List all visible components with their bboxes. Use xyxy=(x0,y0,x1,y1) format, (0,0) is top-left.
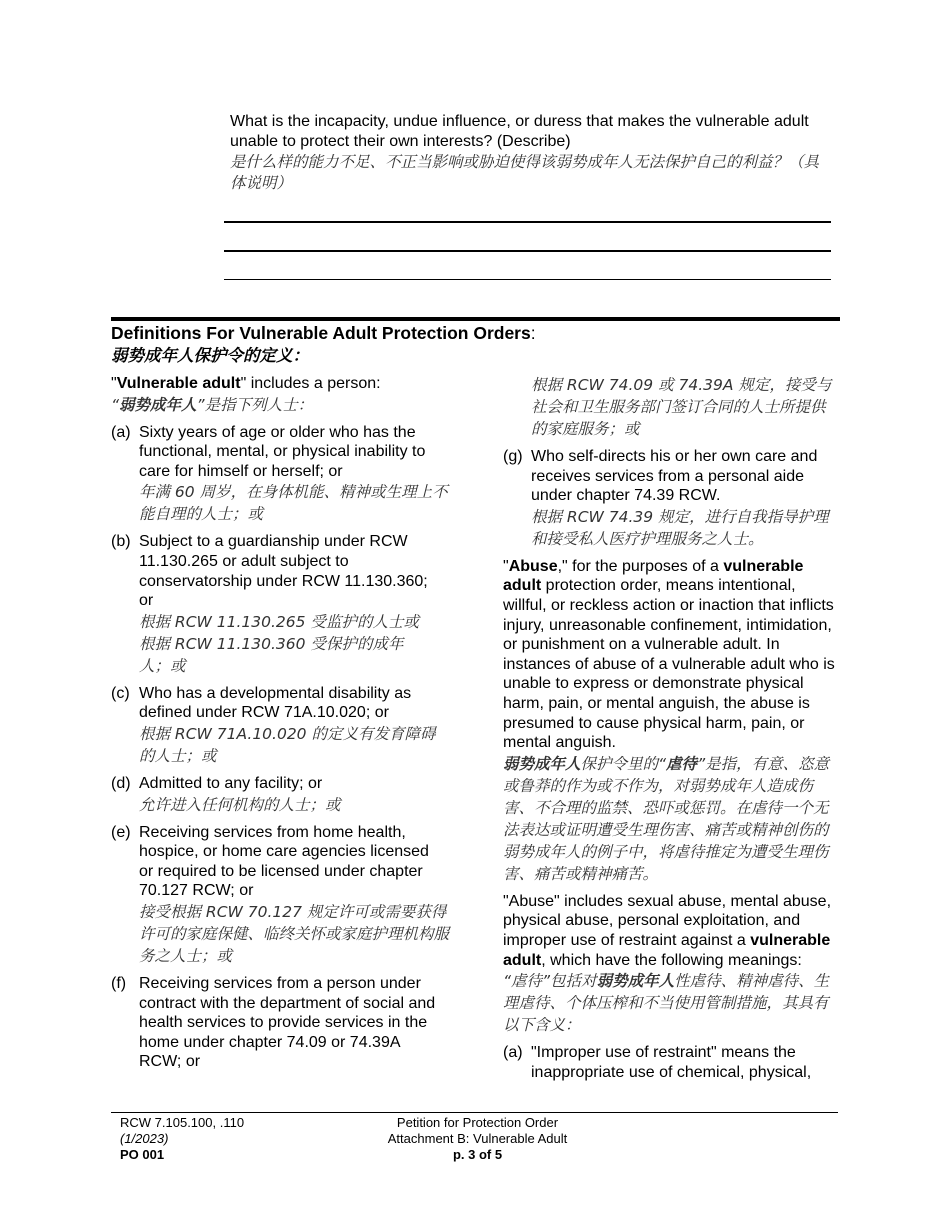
footer-left xyxy=(120,1115,244,1163)
answer-line-3[interactable] xyxy=(224,279,831,280)
footer-page: p. 3 of 5 xyxy=(452,1147,503,1162)
definitions-title-zh: 弱势成年人保护令的定义： xyxy=(111,346,309,365)
definitions-column-left xyxy=(111,374,456,1072)
definition-item-d: (d) Admitted to any facility; or 允许进入任何机构的人士；或 xyxy=(111,774,341,814)
footer-divider xyxy=(111,1112,838,1113)
definition-item-a: (a) Sixty years of age or older who has the functional, mental, or physical inability to care for himself or herself; or 年满 60 周岁，在身体机能、精神或生理上不能自理的人士；或 xyxy=(111,423,448,524)
answer-line-2[interactable] xyxy=(224,250,831,252)
definition-item-b: (b) Subject to a guardianship under RCW 11.130.265 or adult subject to conservatorship under RCW 11.130.360; or 根据 RCW 11.130.265 受监护的人士或根据 RCW 11.130.360 受保护的成年人；或 xyxy=(111,533,428,675)
footer-rcw: RCW 7.105.100, .110 xyxy=(120,1115,245,1130)
answer-line-1[interactable] xyxy=(224,221,831,223)
question-text-zh: 是什么样的能力不足、不正当影响或胁迫使得该弱势成年人无法保护自己的利益？（具体说明） xyxy=(230,153,820,192)
definition-item-g: (g) Who self-directs his or her own care and receives services from a personal aide under chapter 74.39 RCW. 根据 RCW 74.39 规定，进行自我指导护理和接受私人医疗护理服务之人士。 xyxy=(503,448,829,548)
question-text: What is the incapacity, undue influence, or duress that makes the vulnerable adult unable to protect their own interests? (Describe) xyxy=(230,113,809,150)
footer-title: Petition for Protection Order xyxy=(396,1115,559,1130)
definitions-title: Definitions For Vulnerable Adult Protection Orders xyxy=(111,323,531,343)
abuse-includes: "Abuse" includes sexual abuse, mental abuse, physical abuse, personal exploitation, and improper use of restraint against a vulnerable adult, which have the following meanings: xyxy=(503,892,832,969)
definition-item-f: (f) Receiving services from a person under contract with the department of social and health services to provide services in the home under chapter 74.09 or 74.39A RCW; or xyxy=(111,974,436,1071)
definition-item-e: (e) Receiving services from home health, hospice, or home care agencies licensed or required to be licensed under chapter 70.127 RCW; or 接受根据 RCW 70.127 规定许可或需要获得许可的家庭保健、临终关怀或家庭护理机构服务之人士；或 xyxy=(111,823,450,965)
abuse-definition-zh: 弱势成年人保护令里的“虐待”是指，有意、恣意或鲁莽的作为或不作为，对弱势成年人造成伤害、不合理的监禁、恐吓或惩罚。在虐待一个无法表达或证明遭受生理伤害、痛苦或精神创伤的弱势成年人的例子中，将虐待推定为遭受生理伤害、痛苦或精神痛苦。 xyxy=(503,754,830,883)
vulnerable-adult-intro-zh: “弱势成年人”是指下列人士： xyxy=(111,395,314,414)
question-block xyxy=(230,112,830,194)
footer-center xyxy=(330,1115,625,1163)
definitions-heading: Definitions For Vulnerable Adult Protection Orders: 弱势成年人保护令的定义： xyxy=(111,322,840,368)
definition-item-c: (c) Who has a developmental disability as defined under RCW 71A.10.020; or 根据 RCW 71A.10.020 的定义有发育障碍的人士；或 xyxy=(111,684,436,765)
vulnerable-adult-intro: "Vulnerable adult" includes a person: xyxy=(111,375,381,392)
section-divider xyxy=(111,317,840,321)
abuse-includes-zh: “虐待”包括对弱势成年人性虐待、精神虐待、生理虐待、个体压榨和不当使用管制措施，其具有以下含义： xyxy=(503,972,830,1035)
footer-date: (1/2023) xyxy=(120,1131,169,1146)
footer-attachment: Attachment B: Vulnerable Adult xyxy=(387,1131,568,1146)
definition-item-f-zh: 根据 RCW 74.09 或 74.39A 规定，接受与社会和卫生服务部门签订合同的人士所提供的家庭服务；或 xyxy=(531,376,832,438)
footer-form-number: PO 001 xyxy=(120,1147,165,1162)
abuse-sub-item-a: (a) "Improper use of restraint" means the inappropriate use of chemical, physical, xyxy=(503,1044,812,1081)
definitions-column-right xyxy=(503,374,839,1082)
abuse-definition: "Abuse," for the purposes of a vulnerable adult protection order, means intentional, willful, or reckless action or inaction that inflicts injury, unreasonable confinement, intimidation, or punishment on a vulnerable adult. In instances of abuse of a vulnerable adult who is unable to express or demonstrate physical harm, pain, or mental anguish, the abuse is presumed to cause physical harm, pain, or mental anguish. xyxy=(503,557,835,752)
